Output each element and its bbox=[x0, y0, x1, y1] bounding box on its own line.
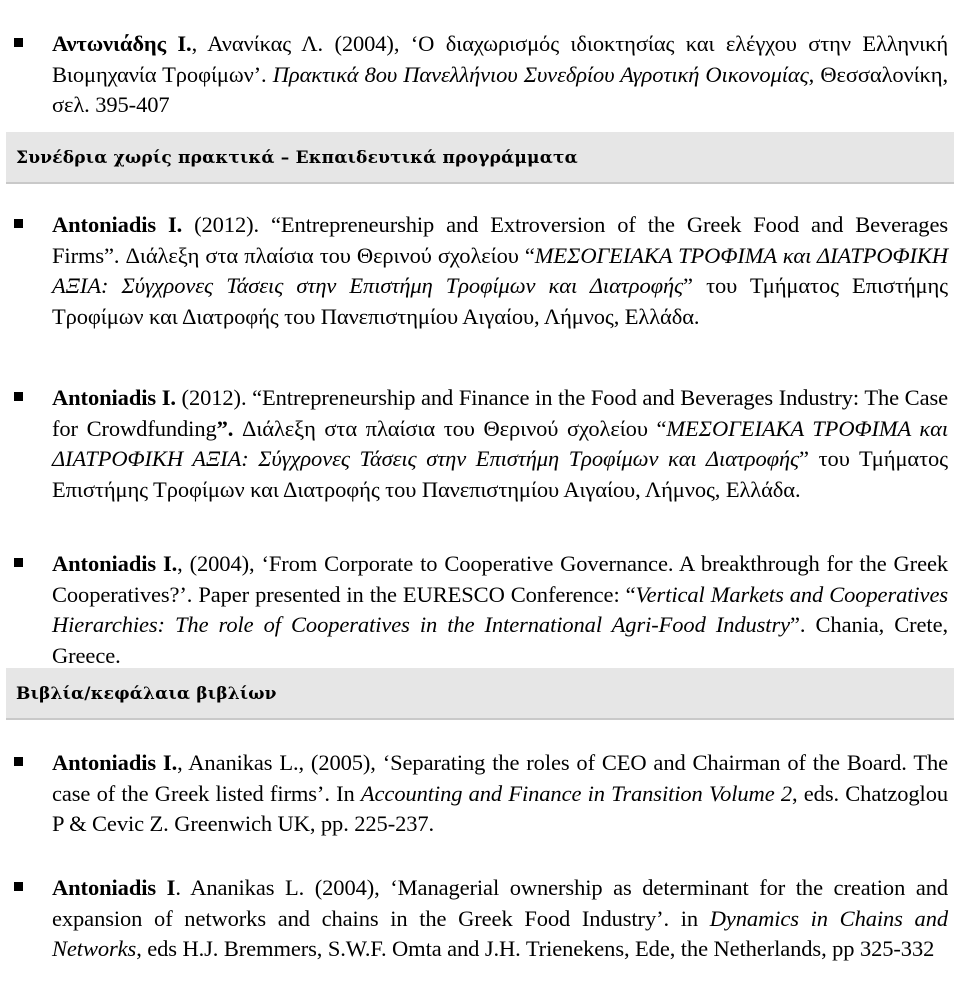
reference-text: Διάλεξη στα πλαίσια του Θερινού σχολείου “ bbox=[241, 415, 667, 441]
reference-text: (2012). “Entrepreneurship and Extroversion of the Greek Food and Beverages Firms”. Διάλεξη στα πλαίσια του Θερινού σχολείου “ bbox=[52, 212, 948, 268]
reference-entry bbox=[52, 873, 948, 965]
reference-entry bbox=[52, 748, 948, 840]
reference-text: , eds H.J. Bremmers, S.W.F. Omta and J.H. Trienekens, Ede, the Netherlands, pp 325-332 bbox=[136, 936, 935, 961]
reference-text: ” του Τμήματος Επιστήμης Τροφίμων και Διατροφής του Πανεπιστημίου Αιγαίου, Λήμνος, Ελλάδα. bbox=[52, 273, 948, 329]
reference-text: , Ανανίκας Λ. (2004), ‘Ο διαχωρισμός ιδιοκτησίας και ελέγχου στην Ελληνική Βιομηχανία Τροφίμων’. bbox=[52, 31, 948, 87]
reference-author: Antoniadis I bbox=[52, 875, 176, 900]
bullet-icon bbox=[14, 38, 23, 47]
section-heading: Βιβλία/κεφάλαια βιβλίων bbox=[6, 668, 954, 720]
reference-italic: ΜΕΣΟΓΕΙΑΚΑ ΤΡΟΦΙΜΑ και ΔΙΑΤΡΟΦΙΚΗ ΑΞΙΑ: Σύγχρονες Τάσεις στην Επιστήμη Τροφίμων και Διατροφής bbox=[52, 415, 948, 471]
bullet-icon bbox=[14, 558, 23, 567]
reference-entry bbox=[52, 210, 948, 332]
bullet-icon bbox=[14, 757, 23, 766]
reference-text: ”. bbox=[216, 415, 242, 441]
reference-author: Antoniadis I. bbox=[52, 385, 176, 410]
reference-entry bbox=[52, 29, 948, 121]
bullet-icon bbox=[14, 219, 23, 228]
reference-text: , (2004), ‘From Corporate to Cooperative Governance. A breakthrough for the Greek Cooperatives?’. Paper presented in the EURESCO Conference: “ bbox=[52, 551, 948, 607]
reference-entry bbox=[52, 383, 948, 505]
reference-text: . Ananikas L. (2004), ‘Managerial ownership as determinant for the creation and expansion of networks and chains in the Greek Food Industry’. in bbox=[52, 875, 949, 931]
reference-author: Antoniadis I. bbox=[52, 212, 183, 237]
reference-author: Antoniadis I. bbox=[52, 750, 178, 775]
reference-text: ”. Chania, Crete, Greece. bbox=[52, 612, 948, 668]
reference-text: (2012). “Entrepreneurship and Finance in the Food and Beverages Industry: The Case for Crowdfunding bbox=[52, 385, 948, 441]
reference-text: , Θεσσαλονίκη, σελ. 395-407 bbox=[52, 61, 948, 117]
reference-author: Antoniadis I. bbox=[52, 551, 178, 576]
reference-italic: Vertical Markets and Cooperatives Hierarchies: The role of Cooperatives in the International Agri-Food Industry bbox=[52, 581, 948, 637]
reference-italic: Πρακτικά 8ου Πανελλήνιου Συνεδρίου Αγροτική Οικονομίας bbox=[272, 61, 809, 87]
reference-italic: ΜΕΣΟΓΕΙΑΚΑ ΤΡΟΦΙΜΑ και ΔΙΑΤΡΟΦΙΚΗ ΑΞΙΑ: Σύγχρονες Τάσεις στην Επιστήμη Τροφίμων και Διατροφής bbox=[52, 242, 948, 298]
reference-author: Αντωνιάδης Ι. bbox=[52, 31, 192, 56]
bullet-icon bbox=[14, 882, 23, 891]
reference-text: , eds. Chatzoglou P & Cevic Z. Greenwich UK, pp. 225-237. bbox=[52, 780, 949, 836]
reference-italic: Accounting and Finance in Transition Volume 2 bbox=[360, 780, 793, 806]
reference-entry bbox=[52, 549, 948, 671]
section-heading: Συνέδρια χωρίς πρακτικά – Εκπαιδευτικά προγράμματα bbox=[6, 132, 954, 184]
bullet-icon bbox=[14, 392, 23, 401]
reference-text: , Ananikas L., (2005), ‘Separating the roles of CEO and Chairman of the Board. The case of the Greek listed firms’. In bbox=[52, 750, 948, 806]
reference-italic: Dynamics in Chains and Networks bbox=[52, 905, 948, 961]
reference-text: ” του Τμήματος Επιστήμης Τροφίμων και Διατροφής του Πανεπιστημίου Αιγαίου, Λήμνος, Ελλάδα. bbox=[52, 446, 948, 502]
